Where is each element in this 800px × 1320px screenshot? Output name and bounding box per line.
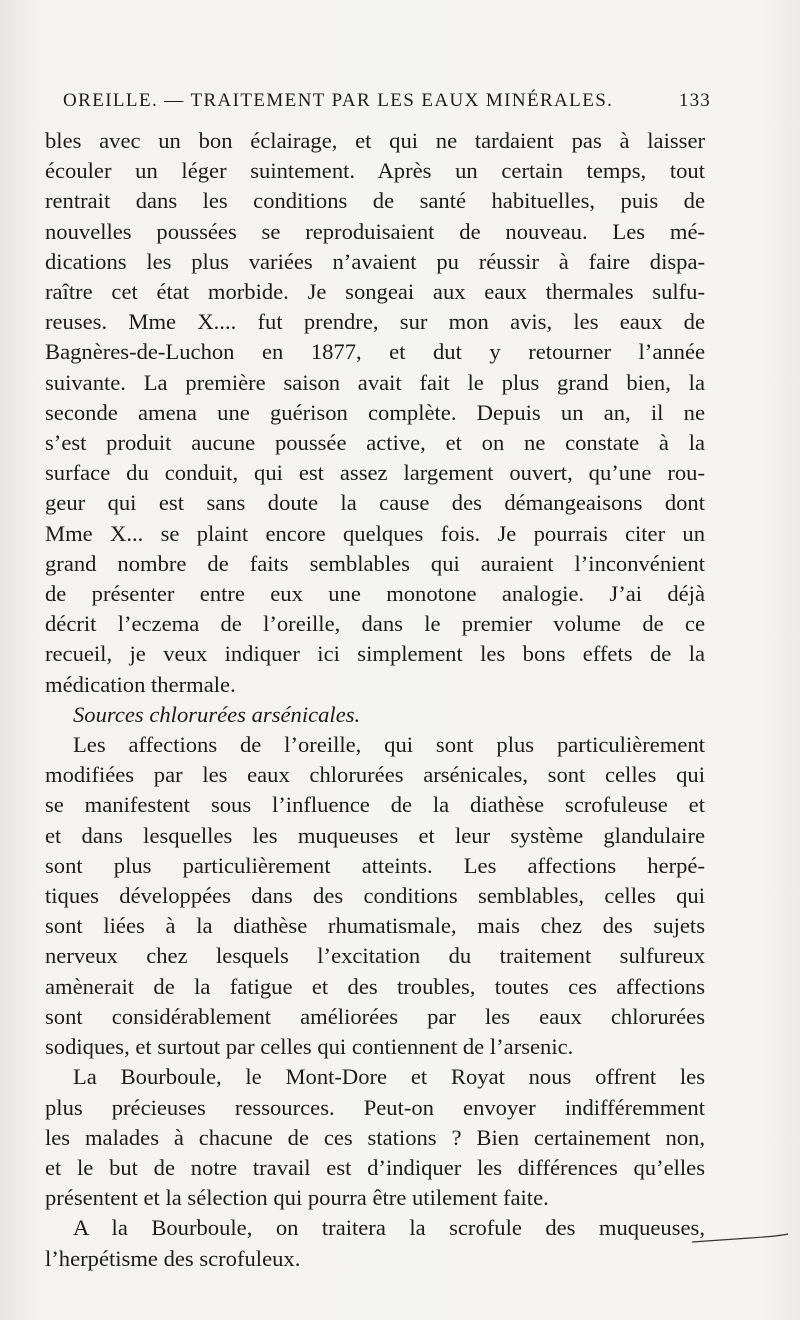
text-line: et dans lesquelles les muqueuses et leur système glandulaire	[45, 822, 705, 848]
text-line: amènerait de la fatigue et des troubles, toutes ces affections	[45, 973, 705, 999]
text-line: sont liées à la diathèse rhumatismale, mais chez des sujets	[45, 913, 705, 939]
text-line: A la Bourboule, on traitera la scrofule des muqueuses,	[73, 1215, 705, 1241]
text-line: La Bourboule, le Mont-Dore et Royat nous offrent les	[73, 1064, 705, 1090]
text-line: Mme X... se plaint encore quelques fois. Je pourrais citer un	[45, 520, 705, 546]
text-line: l’herpétisme des scrofuleux.	[45, 1245, 301, 1271]
text-line: et le but de notre travail est d’indiquer les différences qu’elles	[45, 1154, 705, 1180]
text-line: de présenter entre eux une monotone analogie. J’ai déjà	[45, 581, 705, 607]
text-line: rentrait dans les conditions de santé habituelles, puis de	[45, 188, 705, 214]
text-line: nouvelles poussées se reproduisaient de nouveau. Les mé-	[45, 218, 705, 244]
text-line: écouler un léger suintement. Après un certain temps, tout	[45, 158, 705, 184]
text-line: plus précieuses ressources. Peut-on envoyer indifféremment	[45, 1094, 705, 1120]
text-line: dications les plus variées n’avaient pu réussir à faire dispa-	[45, 248, 705, 274]
text-line: bles avec un bon éclairage, et qui ne tardaient pas à laisser	[45, 128, 705, 153]
text-line: les malades à chacune de ces stations ? Bien certainement non,	[45, 1124, 705, 1150]
pencil-mark	[690, 1232, 790, 1248]
text-line: décrit l’eczema de l’oreille, dans le premier volume de ce	[45, 611, 705, 637]
text-line: recueil, je veux indiquer ici simplement les bons effets de la	[45, 641, 705, 667]
text-line: sodiques, et surtout par celles qui contiennent de l’arsenic.	[45, 1034, 574, 1060]
text-line: raître cet état morbide. Je songeai aux eaux thermales sulfu-	[45, 279, 705, 305]
text-line: surface du conduit, qui est assez largement ouvert, qu’une rou-	[45, 460, 705, 486]
page-number: 133	[678, 90, 711, 111]
text-line: sont considérablement améliorées par les eaux chlorurées	[45, 1003, 705, 1029]
text-line: nerveux chez lesquels l’excitation du traitement sulfureux	[45, 943, 705, 969]
text-line: présentent et la sélection qui pourra être utilement faite.	[45, 1185, 549, 1211]
text-line: s’est produit aucune poussée active, et on ne constate à la	[45, 430, 705, 456]
running-title: OREILLE. — TRAITEMENT PAR LES EAUX MINÉRALES.	[63, 90, 614, 111]
running-header	[63, 90, 711, 112]
text-line: seconde amena une guérison complète. Depuis un an, il ne	[45, 399, 705, 425]
text-line: tiques développées dans des conditions semblables, celles qui	[45, 883, 705, 909]
text-line: se manifestent sous l’influence de la diathèse scrofuleuse et	[45, 792, 705, 818]
text-line: Sources chlorurées arsénicales.	[73, 701, 361, 727]
text-line: médication thermale.	[45, 671, 236, 697]
text-line: suivante. La première saison avait fait le plus grand bien, la	[45, 369, 705, 395]
text-line: reuses. Mme X.... fut prendre, sur mon avis, les eaux de	[45, 309, 705, 335]
text-line: geur qui est sans doute la cause des démangeaisons dont	[45, 490, 705, 516]
text-line: sont plus particulièrement atteints. Les affections herpé-	[45, 852, 705, 878]
text-line: Bagnères-de-Luchon en 1877, et dut y retourner l’année	[45, 339, 705, 365]
body-text	[45, 126, 705, 1274]
text-line: Les affections de l’oreille, qui sont plus particulièrement	[73, 732, 705, 758]
text-line: modifiées par les eaux chlorurées arsénicales, sont celles qui	[45, 762, 705, 788]
text-line: grand nombre de faits semblables qui auraient l’inconvénient	[45, 550, 705, 576]
